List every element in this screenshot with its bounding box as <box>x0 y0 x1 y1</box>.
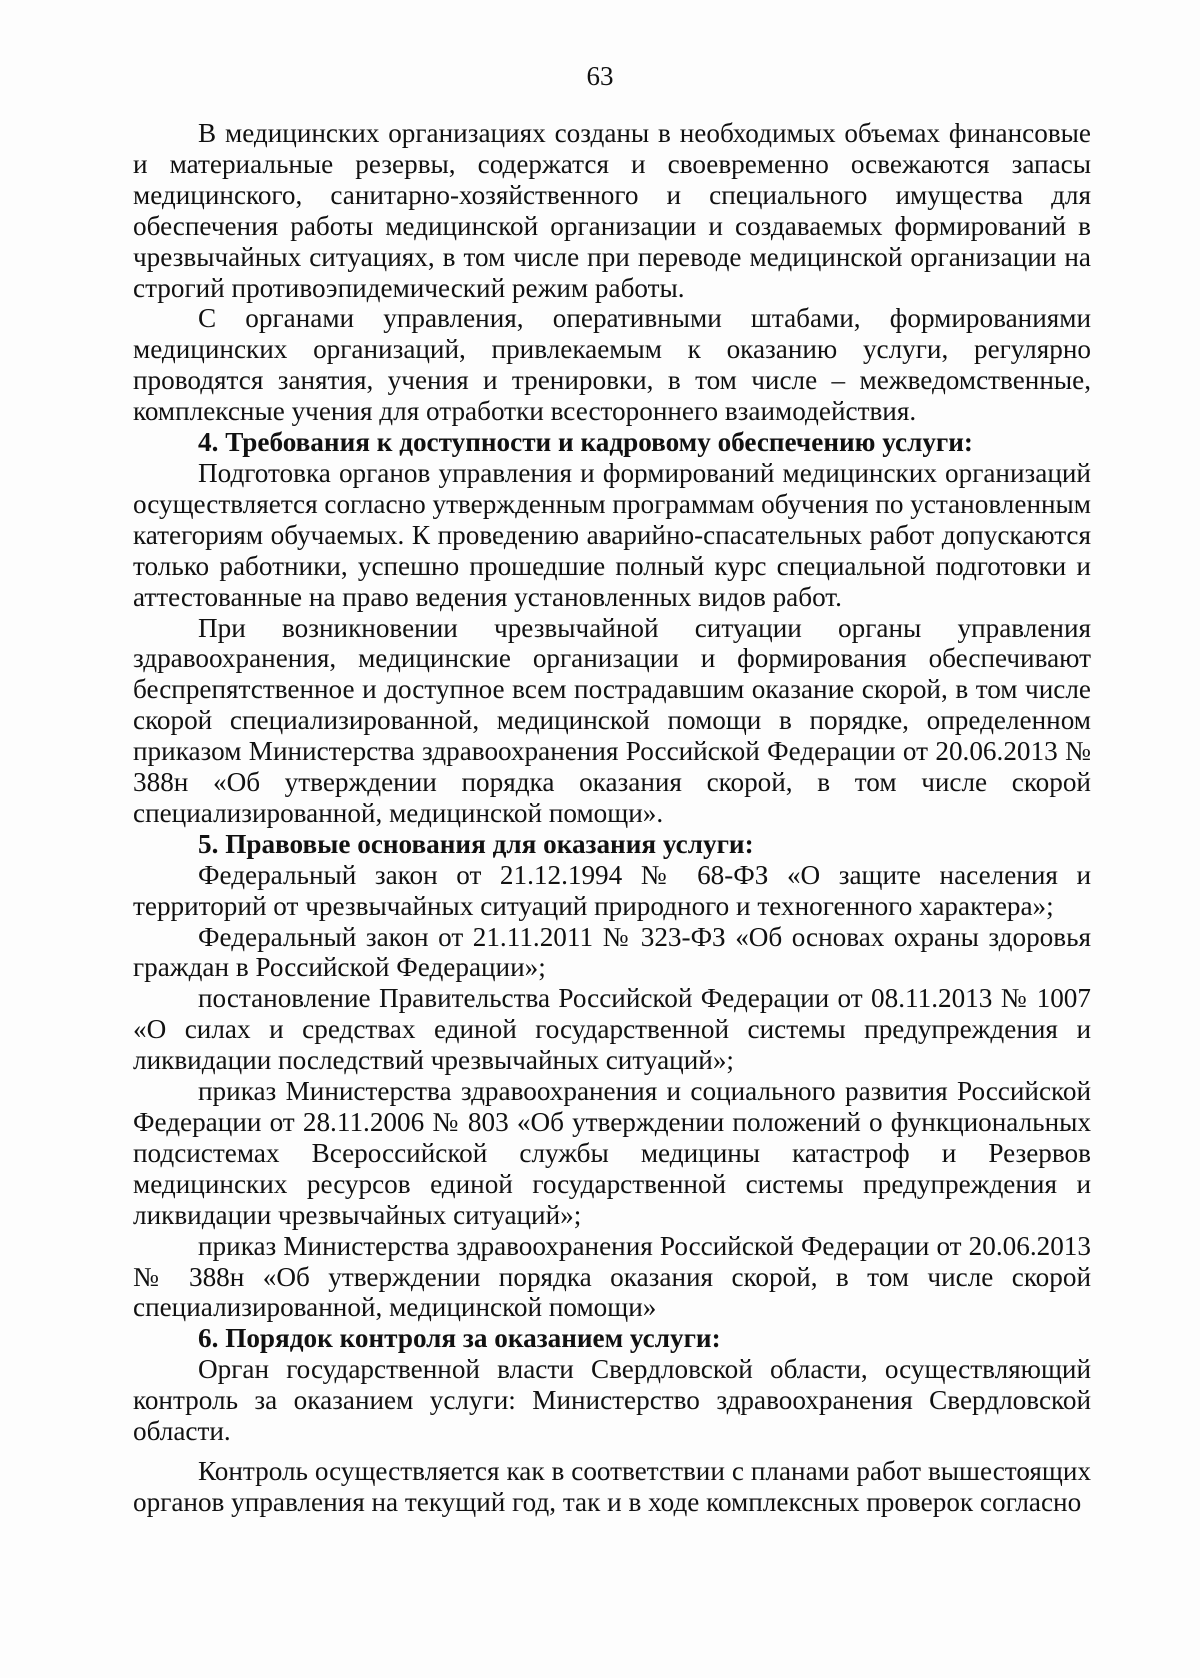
paragraph-reserves: В медицинских организациях созданы в необходимых объемах финансовые и материальные резервы, содержатся и своевременно освежаются запасы медицинского, санитарно-хозяйственного и специального имущества для обеспечения работы медицинской организации и создаваемых формирований в чрезвычайных ситуациях, в том числе при переводе медицинской организации на строгий противоэпидемический режим работы. <box>133 118 1091 303</box>
legal-basis-item-2: Федеральный закон от 21.11.2011 № 323-ФЗ «Об основах охраны здоровья граждан в Российской Федерации»; <box>133 921 1091 983</box>
legal-basis-item-3: постановление Правительства Российской Федерации от 08.11.2013 № 1007 «О силах и средствах единой государственной системы предупреждения и ликвидации последствий чрезвычайных ситуаций»; <box>133 983 1091 1076</box>
legal-basis-item-4: приказ Министерства здравоохранения и социального развития Российской Федерации от 28.11.2006 № 803 «Об утверждении положений о функциональных подсистемах Всероссийской службы медицины катастроф и Резервов медицинских ресурсов единой государственной системы предупреждения и ликвидации чрезвычайных ситуаций»; <box>133 1076 1091 1230</box>
paragraph-control-authority: Орган государственной власти Свердловской области, осуществляющий контроль за оказанием услуги: Министерство здравоохранения Свердловской области. <box>133 1354 1091 1447</box>
legal-basis-item-5: приказ Министерства здравоохранения Российской Федерации от 20.06.2013 № 388н «Об утверждении порядка оказания скорой, в том числе скорой специализированной, медицинской помощи» <box>133 1230 1091 1323</box>
paragraph-emergency-care: При возникновении чрезвычайной ситуации органы управления здравоохранения, медицинские организации и формирования обеспечивают беспрепятственное и доступное всем пострадавшим оказание скорой, в том числе скорой специализированной, медицинской помощи в порядке, определенном приказом Министерства здравоохранения Российской Федерации от 20.06.2013 № 388н «Об утверждении порядка оказания скорой, в том числе скорой специализированной, медицинской помощи». <box>133 612 1091 828</box>
document-body <box>133 118 1091 1518</box>
paragraph-training-exercises: С органами управления, оперативными штабами, формированиями медицинских организаций, привлекаемым к оказанию услуги, регулярно проводятся занятия, учения и тренировки, в том числе – межведомственные, комплексные учения для отработки всестороннего взаимодействия. <box>133 303 1091 427</box>
section-heading-5: 5. Правовые основания для оказания услуги: <box>198 828 754 859</box>
paragraph-control-procedure: Контроль осуществляется как в соответствии с планами работ вышестоящих органов управления на текущий год, так и в ходе комплексных проверок согласно <box>133 1455 1091 1517</box>
page-number: 63 <box>586 61 614 91</box>
paragraph-staff-training: Подготовка органов управления и формирований медицинских организаций осуществляется согласно утвержденным программам обучения по установленным категориям обучаемых. К проведению аварийно-спасательных работ допускаются только работники, успешно прошедшие полный курс специальной подготовки и аттестованные на право ведения установленных видов работ. <box>133 457 1092 612</box>
legal-basis-item-1: Федеральный закон от 21.12.1994 № 68-ФЗ «О защите населения и территорий от чрезвычайных ситуаций природного и техногенного характера»; <box>133 859 1091 921</box>
section-heading-4: 4. Требования к доступности и кадровому обеспечению услуги: <box>198 427 973 458</box>
section-heading-6: 6. Порядок контроля за оказанием услуги: <box>198 1323 721 1354</box>
